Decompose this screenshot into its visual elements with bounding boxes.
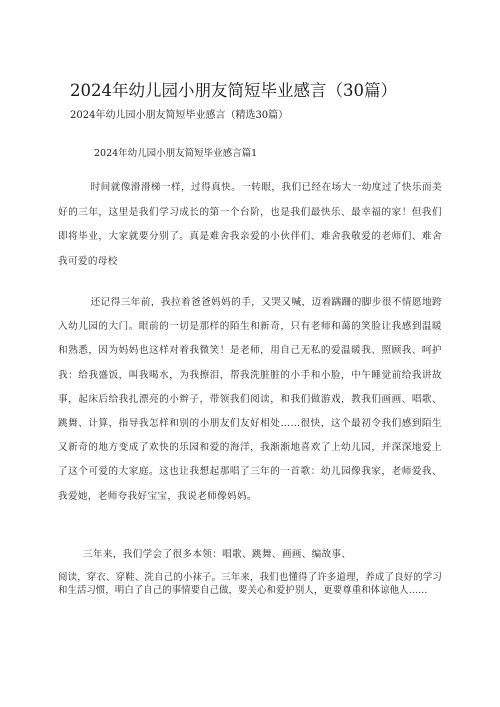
section-heading: 2024年幼儿园小朋友简短毕业感言篇1 — [94, 148, 258, 159]
paragraph-4: 阅读，穿衣、穿鞋、洗自己的小袜子。三年来，我们也懂得了许多道理，养成了良好的学习和生活习惯，明白了自己的事情要自己做，要关心和爱护别人，更要尊重和体谅他人…… — [58, 572, 442, 596]
paragraph-2: 还记得三年前，我拉着爸爸妈妈的手，又哭又喊，迈着蹒跚的脚步很不情愿地跨入幼儿园的大门。眼前的一切是那样的陌生和新奇，只有老师和蔼的笑脸让我感到温暖和熟悉，因为妈妈也这样对着我微笑！是老师，用自己无私的爱温暖我、照顾我、呵护我：给我盛饭，叫我喝水，为我擦泪，帮我洗脏脏的小手和小脸，中午睡觉前给我讲故事，起床后给我扎漂亮的小辫子，带领我们阅读，和我们做游戏，教我们画画、唱歌、跳舞、计算，指导我怎样和别的小朋友们友好相处……很快，这个最初令我们感到陌生又新奇的地方变成了欢快的乐园和爱的海洋，我渐渐地喜欢了上幼儿园，并深深地爱上了这个可爱的大家庭。这也让我想起那唱了三年的一首歌：幼儿园像我家，老师爱我、我爱她，老师夸我好宝宝，我说老师像妈妈。 — [58, 297, 442, 502]
paragraph-3: 三年来，我们学会了很多本领：唱歌、跳舞、画画、编故事、 — [82, 549, 352, 560]
document-subtitle: 2024年幼儿园小朋友简短毕业感言（精选30篇） — [70, 110, 289, 121]
document-title: 2024年幼儿园小朋友简短毕业感言（30篇） — [70, 81, 397, 100]
paragraph-1: 时间就像滑滑梯一样，过得真快。一转眼，我们已经在场大一幼度过了快乐而美好的三年，这里是我们学习成长的第一个台阶，也是我们最快乐、最幸福的家！但我们即将毕业，大家就要分别了。真是难舍我亲爱的小伙伴们、难舍我敬爱的老师们、难舍我可爱的母校 — [58, 182, 442, 267]
